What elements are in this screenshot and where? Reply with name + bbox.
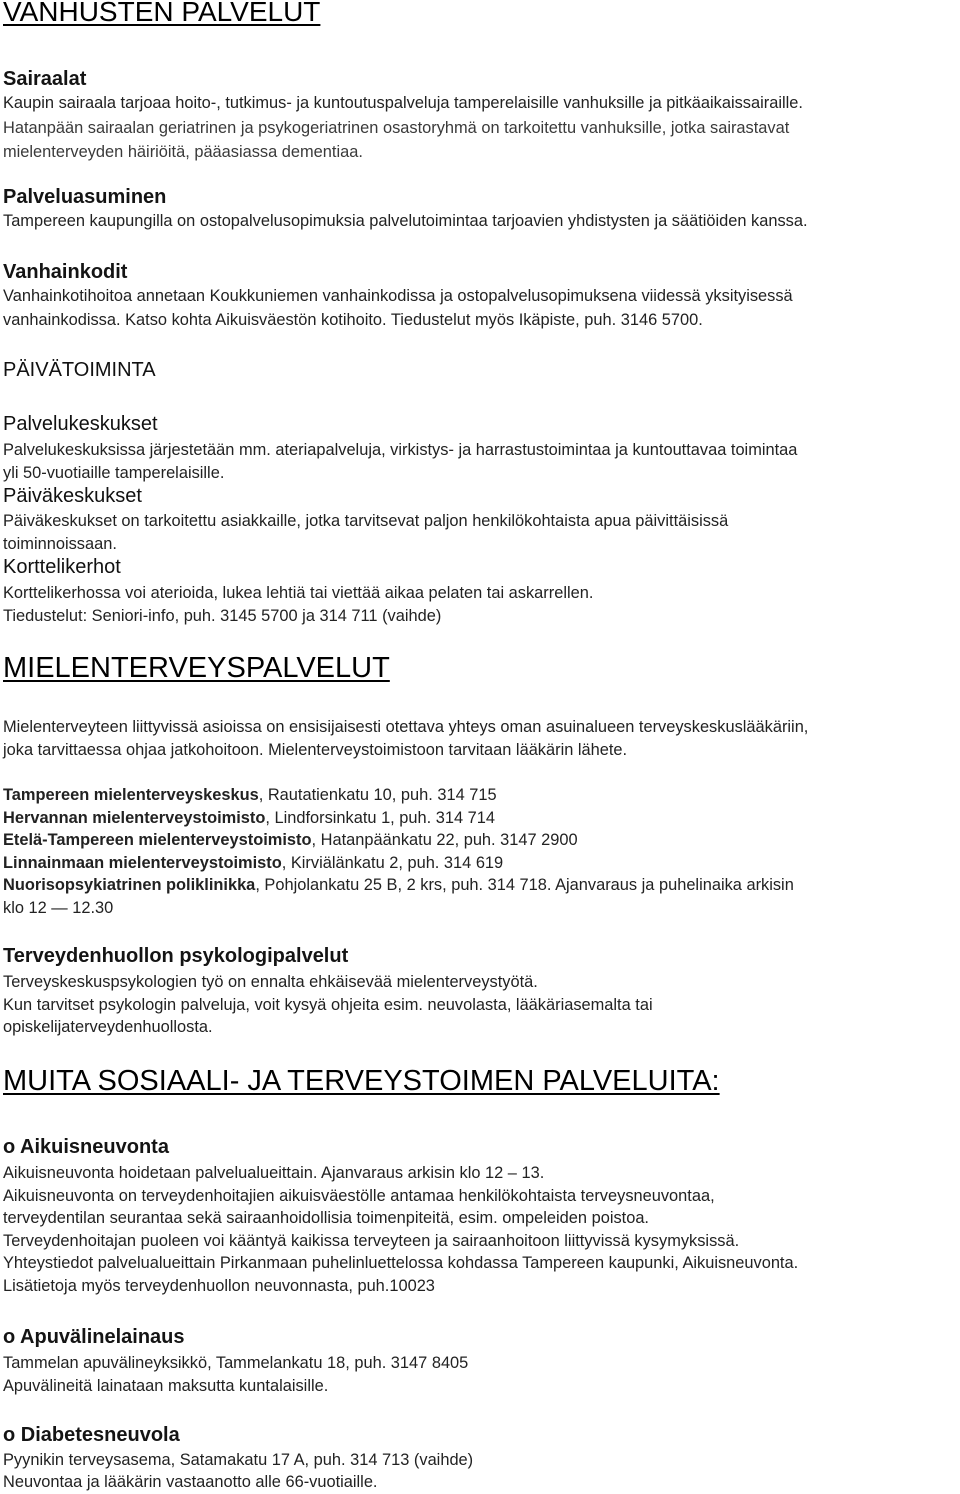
- office-name: Linnainmaan mielenterveystoimisto: [3, 854, 282, 872]
- office-details: , Hatanpäänkatu 22, puh. 3147 2900: [311, 831, 578, 849]
- aikuisneuvonta-line: terveydentilan seurantaa sekä sairaanhoidollisia toimenpiteitä, esim. ompeleiden poistoa.: [3, 1209, 649, 1227]
- office-details: , Pohjolankatu 25 B, 2 krs, puh. 314 718. Ajanvaraus ja puhelinaika arkisin: [255, 876, 794, 894]
- apuvalinelainaus-line-1: Tammelan apuvälineyksikkö, Tammelankatu 18, puh. 3147 8405: [3, 1354, 469, 1372]
- heading-korttelikerhot: Korttelikerhot: [3, 556, 121, 578]
- office-details: , Kirviälänkatu 2, puh. 314 619: [281, 854, 504, 872]
- palveluasuminen-line-1: Tampereen kaupungilla on ostopalvelusopimuksia palvelutoimintaa tarjoavien yhdistysten ja säätiöiden kanssa.: [3, 212, 808, 230]
- psyk-line-1: Terveyskeskuspsykologien työ on ennalta ehkäisevää mielenterveystyötä.: [3, 973, 538, 991]
- heading-palvelukeskukset: Palvelukeskukset: [3, 413, 158, 435]
- sairaalat-line-3: mielenterveyden häiriöitä, pääasiassa dementiaa.: [3, 143, 363, 161]
- section-title-paivatoiminta: PÄIVÄTOIMINTA: [3, 359, 156, 381]
- paivakeskukset-line-2: toiminnoissaan.: [3, 535, 117, 553]
- heading-apuvalinelainaus: o Apuvälinelainaus: [3, 1326, 185, 1348]
- sairaalat-line-1: Kaupin sairaala tarjoaa hoito-, tutkimus- ja kuntoutuspalveluja tamperelaisille vanhuksille ja pitkäaikaissairaille.: [3, 94, 803, 112]
- psyk-line-2: Kun tarvitset psykologin palveluja, voit kysyä ohjeita esim. neuvolasta, lääkäriasemalta tai: [3, 996, 653, 1014]
- psyk-line-3: opiskelijaterveydenhuollosta.: [3, 1018, 213, 1036]
- office-line: [3, 809, 495, 828]
- mielenterveys-intro-2: joka tarvittaessa ohjaa jatkohoitoon. Mielenterveystoimistoon tarvitaan lääkärin lähete.: [3, 741, 628, 759]
- heading-psykologipalvelut: Terveydenhuollon psykologipalvelut: [3, 945, 349, 967]
- diabetesneuvola-line-1: Pyynikin terveysasema, Satamakatu 17 A, puh. 314 713 (vaihde): [3, 1451, 474, 1469]
- palvelukeskukset-line-1: Palvelukeskuksissa järjestetään mm. ateriapalveluja, virkistys- ja harrastustoimintaa ja kuntouttavaa toimintaa: [3, 441, 798, 459]
- aikuisneuvonta-line: Aikuisneuvonta hoidetaan palvelualueittain. Ajanvaraus arkisin klo 12 – 13.: [3, 1164, 545, 1182]
- korttelikerhot-line-2: Tiedustelut: Seniori-info, puh. 3145 5700 ja 314 711 (vaihde): [3, 607, 442, 625]
- heading-vanhainkodit: Vanhainkodit: [3, 261, 128, 283]
- heading-diabetesneuvola: o Diabetesneuvola: [3, 1424, 180, 1446]
- section-title-muita: MUITA SOSIAALI- JA TERVEYSTOIMEN PALVELUITA:: [3, 1065, 720, 1097]
- diabetesneuvola-line-2: Neuvontaa ja lääkärin vastaanotto alle 66-vuotiaille.: [3, 1473, 378, 1491]
- korttelikerhot-line-1: Korttelikerhossa voi aterioida, lukea lehtiä tai viettää aikaa pelaten tai askarrellen.: [3, 584, 594, 602]
- office-name: Hervannan mielenterveystoimisto: [3, 809, 266, 827]
- apuvalinelainaus-line-2: Apuvälineitä lainataan maksutta kuntalaisille.: [3, 1377, 329, 1395]
- heading-sairaalat: Sairaalat: [3, 68, 87, 90]
- aikuisneuvonta-line: Lisätietoja myös terveydenhuollon neuvonnasta, puh.10023: [3, 1277, 435, 1295]
- office-line: [3, 854, 503, 873]
- office-details: , Rautatienkatu 10, puh. 314 715: [258, 786, 497, 804]
- paivakeskukset-line-1: Päiväkeskukset on tarkoitettu asiakkaille, jotka tarvitsevat paljon henkilökohtaista apua päivittäisissä: [3, 512, 729, 530]
- office-name: Nuorisopsykiatrinen poliklinikka: [3, 876, 256, 894]
- palvelukeskukset-line-2: yli 50-vuotiaille tamperelaisille.: [3, 464, 225, 482]
- office-details: , Lindforsinkatu 1, puh. 314 714: [265, 809, 495, 827]
- heading-paivakeskukset: Päiväkeskukset: [3, 485, 142, 507]
- vanhainkodit-line-2: vanhainkodissa. Katso kohta Aikuisväestön kotihoito. Tiedustelut myös Ikäpiste, puh. 3146 5700.: [3, 311, 703, 329]
- office-line-tail: klo 12 — 12.30: [3, 899, 114, 917]
- office-line: [3, 876, 794, 895]
- heading-palveluasuminen: Palveluasuminen: [3, 186, 167, 208]
- vanhainkodit-line-1: Vanhainkotihoitoa annetaan Koukkuniemen vanhainkodissa ja ostopalvelusopimuksena viidessä yksityisessä: [3, 287, 793, 305]
- office-name: Etelä-Tampereen mielenterveystoimisto: [3, 831, 312, 849]
- section-title-mielenterveys: MIELENTERVEYSPALVELUT: [3, 652, 390, 684]
- aikuisneuvonta-line: Aikuisneuvonta on terveydenhoitajien aikuisväestölle antamaa henkilökohtaista terveysneuvontaa,: [3, 1187, 715, 1205]
- office-line: [3, 786, 497, 805]
- aikuisneuvonta-line: Terveydenhoitajan puoleen voi kääntyä kaikissa terveyteen ja sairaanhoitoon liittyvissä kysymyksissä.: [3, 1232, 740, 1250]
- sairaalat-line-2: Hatanpään sairaalan geriatrinen ja psykogeriatrinen osastoryhmä on tarkoitettu vanhuksille, jotka sairastavat: [3, 119, 790, 137]
- office-name: Tampereen mielenterveyskeskus: [3, 786, 259, 804]
- heading-aikuisneuvonta: o Aikuisneuvonta: [3, 1136, 169, 1158]
- mielenterveys-intro-1: Mielenterveyteen liittyvissä asioissa on ensisijaisesti otettava yhteys oman asuinalueen terveyskeskuslääkäriin,: [3, 718, 809, 736]
- section-title-vanhusten: VANHUSTEN PALVELUT: [3, 0, 321, 27]
- office-line: [3, 831, 578, 850]
- aikuisneuvonta-line: Yhteystiedot palvelualueittain Pirkanmaan puhelinluettelossa kohdassa Tampereen kaupunki, Aikuisneuvonta.: [3, 1254, 799, 1272]
